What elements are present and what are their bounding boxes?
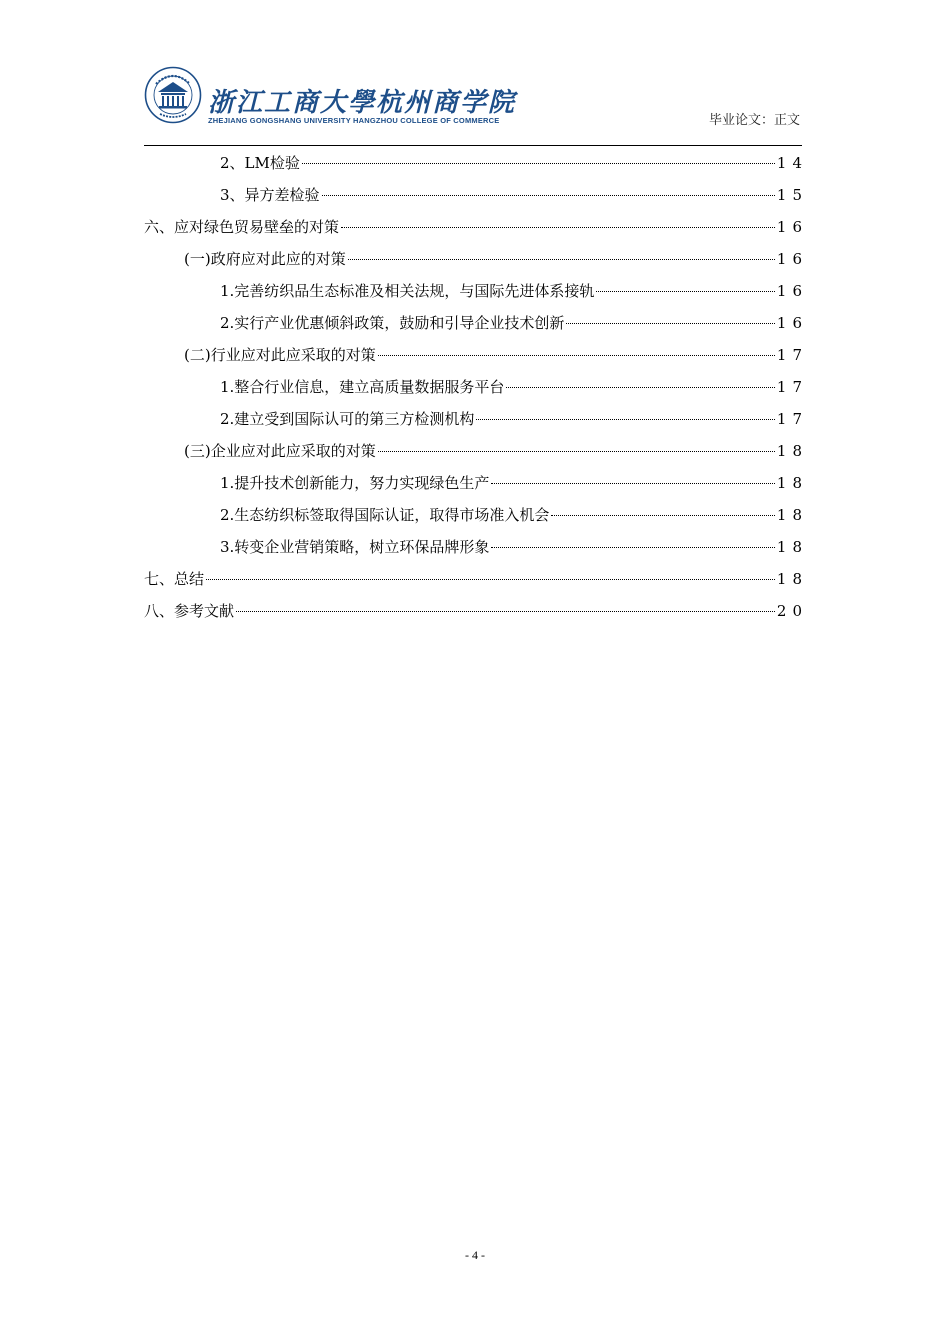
brand-title: 浙江工商大學杭州商学院 (208, 88, 517, 118)
toc-entry-page: 20 (776, 602, 808, 620)
toc-leader-dots (491, 483, 775, 484)
toc-entry-page: 18 (776, 506, 808, 524)
toc-entry[interactable] (144, 502, 808, 534)
toc-entry-label: 3、异方差检验 (220, 186, 320, 204)
table-of-contents (144, 150, 808, 630)
page-header (144, 66, 802, 144)
toc-entry[interactable] (144, 566, 808, 598)
toc-entry-page: 17 (776, 346, 808, 364)
toc-entry-page: 17 (776, 410, 808, 428)
university-logo (144, 66, 517, 136)
toc-leader-dots (596, 291, 775, 292)
header-divider (144, 145, 802, 146)
toc-entry-label: 八、参考文献 (144, 602, 235, 620)
toc-leader-dots (322, 195, 775, 196)
toc-entry[interactable] (144, 182, 808, 214)
toc-entry-page: 16 (776, 218, 808, 236)
section-label: 毕业论文：正文 (708, 113, 800, 128)
toc-entry-page: 18 (776, 474, 808, 492)
toc-entry[interactable] (144, 438, 808, 470)
toc-leader-dots (378, 451, 775, 452)
toc-entry-page: 17 (776, 378, 808, 396)
page-number: - 4 - (465, 1248, 485, 1262)
toc-entry-page: 16 (776, 282, 808, 300)
toc-entry-label: 七、总结 (144, 570, 205, 588)
toc-leader-dots (476, 419, 775, 420)
toc-entry-label: 2、LM检验 (220, 154, 300, 172)
university-seal-icon (144, 66, 202, 124)
toc-entry-label: 2.实行产业优惠倾斜政策，鼓励和引导企业技术创新 (220, 314, 565, 332)
toc-leader-dots (341, 227, 775, 228)
toc-leader-dots (206, 579, 775, 580)
toc-entry[interactable] (144, 406, 808, 438)
toc-leader-dots (236, 611, 775, 612)
toc-entry-label: (一)政府应对此应的对策 (184, 250, 346, 268)
toc-leader-dots (566, 323, 775, 324)
toc-entry[interactable] (144, 598, 808, 630)
toc-leader-dots (302, 163, 775, 164)
toc-entry-label: (二)行业应对此应采取的对策 (184, 346, 376, 364)
toc-entry-page: 16 (776, 250, 808, 268)
toc-entry[interactable] (144, 342, 808, 374)
brand-subtitle: ZHEJIANG GONGSHANG UNIVERSITY HANGZHOU COLLEGE OF COMMERCE (208, 116, 500, 125)
toc-entry-page: 18 (776, 442, 808, 460)
toc-entry-page: 14 (776, 154, 808, 172)
toc-entry[interactable] (144, 534, 808, 566)
toc-leader-dots (506, 387, 775, 388)
toc-entry[interactable] (144, 278, 808, 310)
toc-entry-label: 2.生态纺织标签取得国际认证，取得市场准入机会 (220, 506, 550, 524)
toc-entry-label: 3.转变企业营销策略，树立环保品牌形象 (220, 538, 490, 556)
toc-entry-page: 15 (776, 186, 808, 204)
toc-entry-label: 1.完善纺织品生态标准及相关法规，与国际先进体系接轨 (220, 282, 595, 300)
toc-entry-label: 2.建立受到国际认可的第三方检测机构 (220, 410, 475, 428)
toc-entry-page: 18 (776, 538, 808, 556)
toc-leader-dots (491, 547, 775, 548)
toc-entry[interactable] (144, 214, 808, 246)
toc-entry[interactable] (144, 310, 808, 342)
toc-entry[interactable] (144, 150, 808, 182)
toc-leader-dots (551, 515, 775, 516)
toc-entry-label: 1.整合行业信息，建立高质量数据服务平台 (220, 378, 505, 396)
toc-entry-label: 六、应对绿色贸易壁垒的对策 (144, 218, 340, 236)
toc-entry-page: 16 (776, 314, 808, 332)
toc-entry-page: 18 (776, 570, 808, 588)
toc-entry-label: (三)企业应对此应采取的对策 (184, 442, 376, 460)
toc-entry[interactable] (144, 470, 808, 502)
toc-entry-label: 1.提升技术创新能力，努力实现绿色生产 (220, 474, 490, 492)
toc-leader-dots (378, 355, 775, 356)
toc-entry[interactable] (144, 374, 808, 406)
toc-leader-dots (348, 259, 775, 260)
toc-entry[interactable] (144, 246, 808, 278)
